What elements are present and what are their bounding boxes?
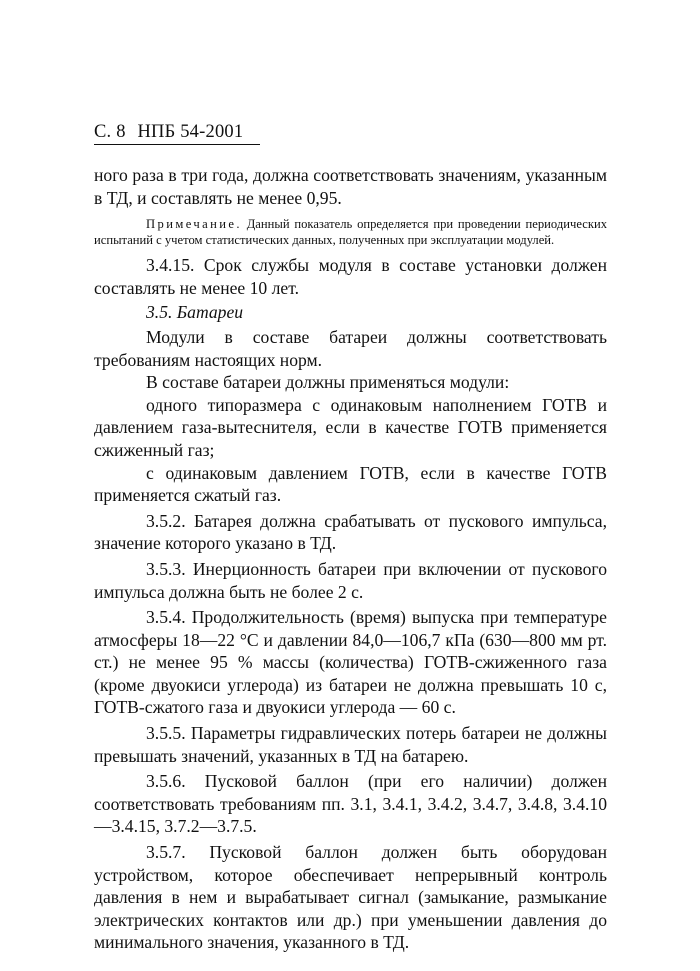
paragraph-modules-used: В составе батареи должны применяться модули: <box>146 372 510 393</box>
document-body <box>94 164 607 954</box>
paragraph-continuation: ного раза в три года, должна соответствовать значениям, указанным в ТД, и составлять не менее 0,95. <box>94 165 607 208</box>
paragraph-3-5-6: 3.5.6. Пусковой баллон (при его наличии) должен соответствовать требованиям пп. 3.1, 3.4.1, 3.4.2, 3.4.7, 3.4.8, 3.4.10—3.4.15, 3.7.2—3.7.5. <box>94 771 607 837</box>
note-label: Примечание. <box>146 217 242 232</box>
paragraph-one-type: одного типоразмера с одинаковым наполнением ГОТВ и давлением газа-вытеснителя, если в качестве ГОТВ применяется сжиженный газ; <box>94 394 607 460</box>
paragraph-3-5-4: 3.5.4. Продолжительность (время) выпуска при температуре атмосферы 18—22 °С и давлении 84,0—106,7 кПа (630—800 мм рт. ст.) не менее 95 % массы (количества) ГОТВ-сжиженного газа (кроме двуокиси углерода) из батареи не должна превышать 10 с, ГОТВ-сжатого газа и двуокиси углерода — 60 с. <box>94 607 607 718</box>
paragraph-3-5-7: 3.5.7. Пусковой баллон должен быть оборудован устройством, которое обеспечивает непрерывный контроль давления в нем и вырабатывает сигнал (замыкание, размыкание электрических контактов или др.) при уменьшении давления до минимального значения, указанного в ТД. <box>94 842 607 953</box>
paragraph-3-5-3: 3.5.3. Инерционность батареи при включении от пускового импульса должна быть не более 2 с. <box>94 558 607 602</box>
paragraph-3-5-5: 3.5.5. Параметры гидравлических потерь батареи не должны превышать значений, указанных в ТД на батарею. <box>94 723 607 766</box>
document-code: НПБ 54-2001 <box>137 122 244 142</box>
paragraph-modules-requirements: Модули в составе батареи должны соответствовать требованиям настоящих норм. <box>94 326 607 370</box>
page-header <box>94 122 260 145</box>
paragraph-3-5-2: 3.5.2. Батарея должна срабатывать от пускового импульса, значение которого указано в ТД. <box>94 510 607 554</box>
page-number: С. 8 <box>94 122 126 142</box>
note-text: Данный показатель определяется при проведении периодических испытаний с учетом статистических данных, полученных при эксплуатации модулей. <box>94 217 607 247</box>
note-paragraph <box>94 217 607 248</box>
header-underline <box>94 144 260 145</box>
paragraph-same-pressure: с одинаковым давлением ГОТВ, если в качестве ГОТВ применяется сжатый газ. <box>94 462 607 506</box>
section-heading-batteries: 3.5. Батареи <box>146 302 244 323</box>
paragraph-3-4-15: 3.4.15. Срок службы модуля в составе установки должен составлять не менее 10 лет. <box>94 255 607 298</box>
